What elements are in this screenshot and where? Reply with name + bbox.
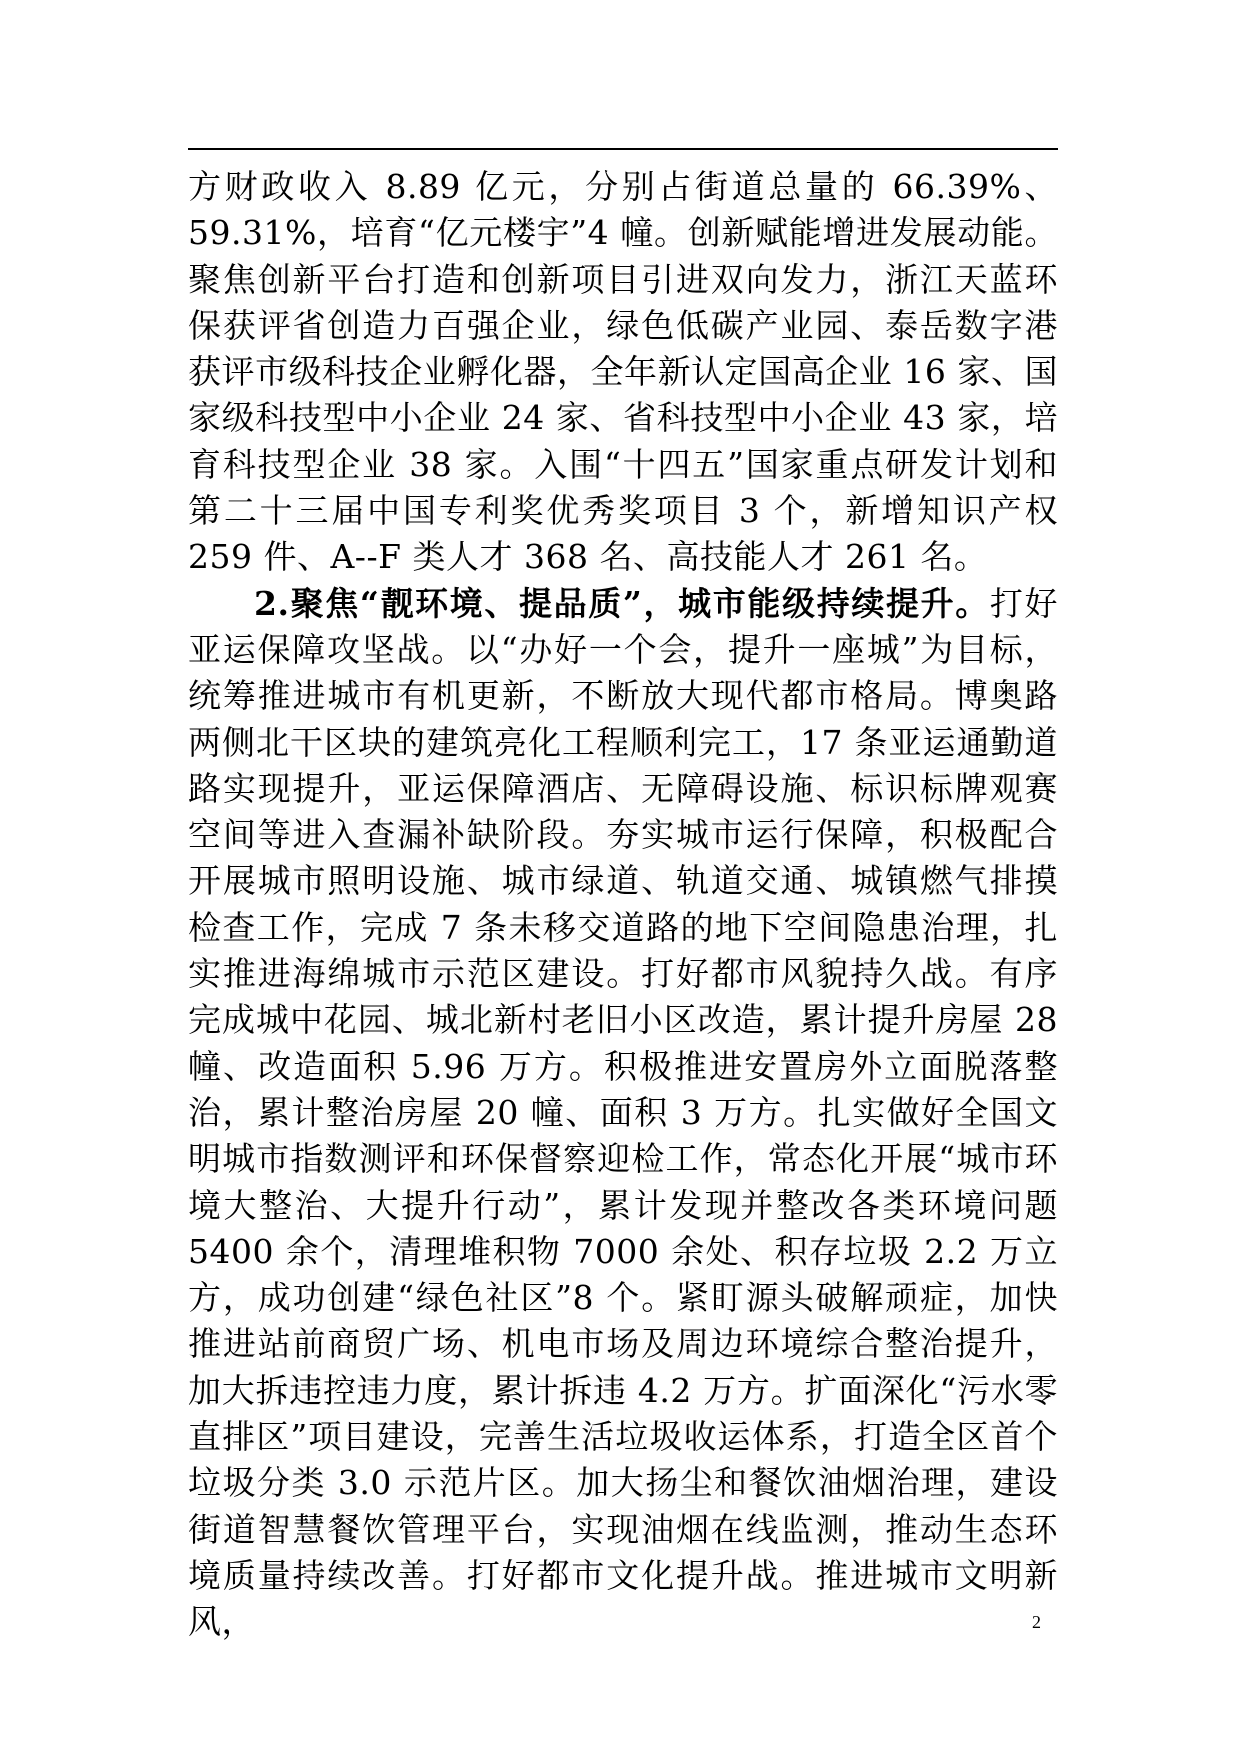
body-text (188, 164, 1058, 1646)
paragraph-1: 方财政收入 8.89 亿元，分别占街道总量的 66.39%、59.31%，培育“亿元楼宇”4 幢。创新赋能增进发展动能。聚焦创新平台打造和创新项目引进双向发力，浙江天蓝环保获评省创造力百强企业，绿色低碳产业园、泰岳数字港获评市级科技企业孵化器，全年新认定国高企业 16 家、国家级科技型中小企业 24 家、省科技型中小企业 43 家，培育科技型企业 38 家。入围“十四五”国家重点研发计划和第二十三届中国专利奖优秀奖项目 3 个，新增知识产权 259 件、A--F 类人才 368 名、高技能人才 261 名。 (188, 167, 1058, 577)
paragraph-2 (188, 581, 1058, 1646)
header-rule (188, 148, 1058, 150)
paragraph-2-text: 打好亚运保障攻坚战。以“办好一个会，提升一座城”为目标，统筹推进城市有机更新，不断放大现代都市格局。博奥路两侧北干区块的建筑亮化工程顺利完工，17 条亚运通勤道路实现提升，亚运保障酒店、无障碍设施、标识标牌观赛空间等进入查漏补缺阶段。夯实城市运行保障，积极配合开展城市照明设施、城市绿道、轨道交通、城镇燃气排摸检查工作，完成 7 条未移交道路的地下空间隐患治理，扎实推进海绵城市示范区建设。打好都市风貌持久战。有序完成城中花园、城北新村老旧小区改造，累计提升房屋 28 幢、改造面积 5.96 万方。积极推进安置房外立面脱落整治，累计整治房屋 20 幢、面积 3 万方。扎实做好全国文明城市指数测评和环保督察迎检工作，常态化开展“城市环境大整治、大提升行动”，累计发现并整改各类环境问题 5400 余个，清理堆积物 7000 余处、积存垃圾 2.2 万立方，成功创建“绿色社区”8 个。紧盯源头破解顽症，加快推进站前商贸广场、机电市场及周边环境综合整治提升，加大拆违控违力度，累计拆违 4.2 万方。扩面深化“污水零直排区”项目建设，完善生活垃圾收运体系，打造全区首个垃圾分类 3.0 示范片区。加大扬尘和餐饮油烟治理，建设街道智慧餐饮管理平台，实现油烟在线监测，推动生态环境质量持续改善。打好都市文化提升战。推进城市文明新风， (188, 583, 1058, 1642)
page-number: 2 (1032, 1612, 1041, 1632)
paragraph-2-heading: 2.聚焦“靓环境、提品质”，城市能级持续提升。 (254, 583, 990, 623)
